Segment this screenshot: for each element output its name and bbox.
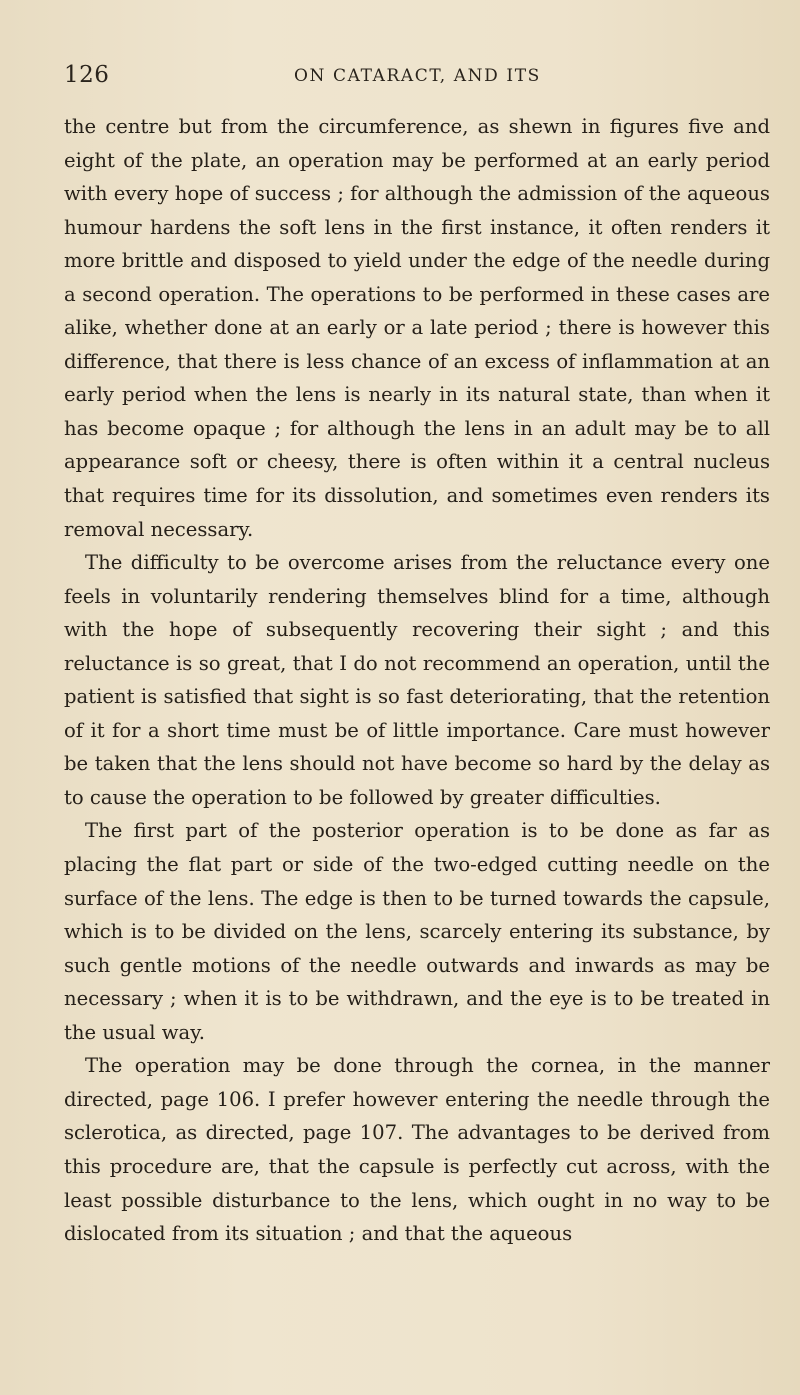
paragraph: The difficulty to be overcome arises from the reluctance every one feels in voluntarily rendering themselves blind for a time, although with the hope of subsequently recovering their sight ; and this reluctance is so great, that I do not recommend an operation, until the patient is satisfied that sight is so fast deteriorating, that the retention of it for a short time must be of little importance. Care must however be taken that the lens should not have become so hard by the delay as to cause the operation to be followed by greater difficulties. [64, 551, 770, 809]
running-title: ON CATARACT, AND ITS [294, 66, 541, 86]
running-header [64, 62, 764, 92]
paragraph: the centre but from the circumference, as shewn in figures five and eight of the plate, an operation may be performed at an early period with every hope of success ; for although the admission of the aqueous humour hardens the soft lens in the first instance, it often renders it more brittle and disposed to yield under the edge of the needle during a second operation. The operations to be performed in these cases are alike, whether done at an early or a late period ; there is however this difference, that there is less chance of an excess of inflammation at an early period when the lens is nearly in its natural state, than when it has become opaque ; for although the lens in an adult may be to all appearance soft or cheesy, there is often within it a central nucleus that requires time for its dissolution, and sometimes even renders its removal necessary. [64, 115, 770, 541]
page-number: 126 [64, 62, 110, 88]
body-text [64, 110, 770, 1251]
paragraph: The first part of the posterior operation is to be done as far as placing the flat part or side of the two-edged cutting needle on the surface of the lens. The edge is then to be turned towards the capsule, which is to be divided on the lens, scarcely entering its substance, by such gentle motions of the needle outwards and inwards as may be necessary ; when it is to be withdrawn, and the eye is to be treated in the usual way. [64, 819, 770, 1044]
paragraph: The operation may be done through the cornea, in the manner directed, page 106. I prefer however entering the needle through the sclerotica, as directed, page 107. The advantages to be derived from this procedure are, that the capsule is perfectly cut across, with the least possible disturbance to the lens, which ought in no way to be dislocated from its situation ; and that the aqueous [64, 1054, 770, 1246]
